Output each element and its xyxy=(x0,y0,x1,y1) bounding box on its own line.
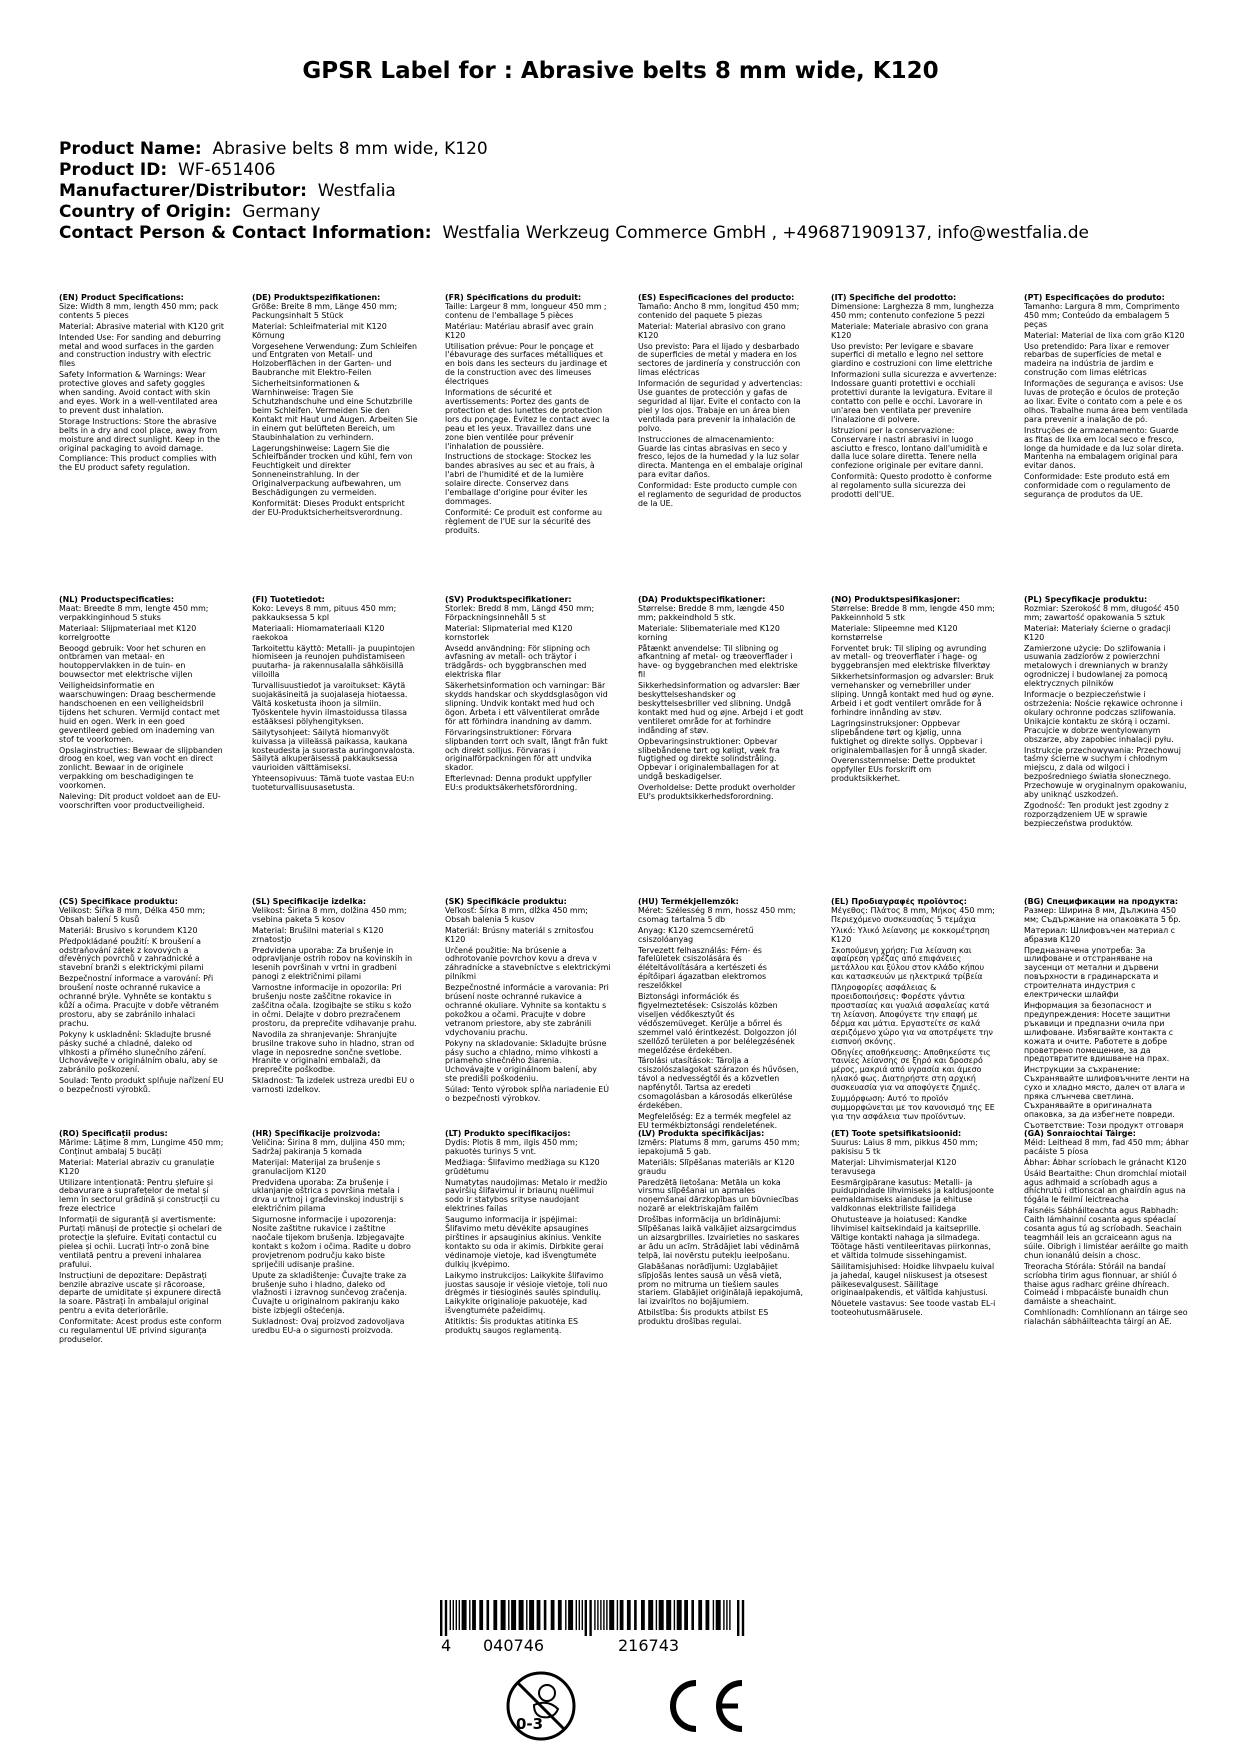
barcode-bar xyxy=(529,1600,534,1630)
spec-paragraph: Biztonsági információk és figyelmeztetések: Csiszolás közben viseljen védőkesztyűt és védőszemüveget. Kerülje a bőrrel és szemmel való érintkezést. Dolgozzon jól szellőző területen a por belélegzésének megelőzése érdekében. xyxy=(638,992,797,1055)
spec-section-el xyxy=(831,898,997,1130)
spec-paragraph: Bezpečnostné informácie a varovania: Pri brúsení noste ochranné rukavice a ochranné okuliare. Vyhnite sa kontaktu s pokožkou a očami. Pracujte v dobre vetranom priestore, aby ste zabránili vdychovaniu prachu. xyxy=(445,983,609,1037)
spec-paragraph: Matériau: Matériau abrasif avec grain K120 xyxy=(445,321,594,340)
spec-paragraph: Instructions de stockage: Stockez les bandes abrasives au sec et au frais, à l'abri de l'humidité et de la lumière solaire directe. Conservez dans l'emballage d'origine pour éviter les dommages. xyxy=(445,452,595,506)
page-title: GPSR Label for : Abrasive belts 8 mm wide, K120 xyxy=(302,58,939,84)
spec-paragraph: Sigurnosne informacije i upozorenja: Nosite zaštitne rukavice i zaštitne naočale tijekom brušenja. Izbjegavajte kontakt s kožom i očima. Radite u dobro provjetrenom području kako biste spriječili udisanje prašine. xyxy=(252,1215,411,1269)
spec-paragraph: Pokyny k uskladnění: Skladujte brusné pásky suché a chladné, daleko od vlhkosti a přímého slunečního záření. Uchovávejte v originálním obalu, aby se zabránilo poškození. xyxy=(59,1029,218,1075)
spec-paragraph: Paredzētā lietošana: Metāla un koka virsmu slīpēšanai un apmales noņemšanai dārzkopības un būvniecības nozarē ar elektriskajām failēm xyxy=(638,1177,799,1214)
spec-paragraph: Rozmiar: Szerokość 8 mm, długość 450 mm; zawartość opakowania 5 sztuk xyxy=(1024,603,1180,622)
barcode-bar xyxy=(713,1600,714,1630)
spec-section-it xyxy=(831,294,997,596)
spec-paragraph: Maat: Breedte 8 mm, lengte 450 mm; verpakkinginhoud 5 stuks xyxy=(59,603,209,622)
spec-section-heading: (LT) Produkto specifikacijos: xyxy=(445,1130,571,1138)
spec-paragraph: Soulad: Tento produkt splňuje nařízení EU o bezpečnosti výrobků. xyxy=(59,1076,224,1095)
spec-section-sk xyxy=(445,898,611,1130)
spec-paragraph: Uso pretendido: Para lixar e remover rebarbas de superfícies de metal e madeira na indústria de jardim e construção com limas elétricas xyxy=(1024,341,1170,378)
spec-paragraph: Sukladnost: Ovaj proizvod zadovoljava uredbu EU-a o sigurnosti proizvoda. xyxy=(252,1317,405,1336)
barcode-bar xyxy=(440,1600,442,1636)
info-row-product-name xyxy=(59,139,1089,160)
spec-paragraph: Izmērs: Platums 8 mm, garums 450 mm; iepakojumā 5 gab. xyxy=(638,1137,800,1156)
spec-section-heading: (HR) Specifikacije proizvoda: xyxy=(252,1130,381,1138)
spec-paragraph: Glabāšanas norādījumi: Uzglabājiet slīpjošās lentes sausā un vēsā vietā, prom no mitruma un tiešiem saules stariem. Glabājiet oriģinālajā iepakojumā, lai izvairītos no bojājumiem. xyxy=(638,1261,803,1307)
spec-section-de xyxy=(252,294,418,596)
info-row-manufacturer xyxy=(59,181,1089,202)
spec-paragraph: Beoogd gebruik: Voor het schuren en ontbramen van metaal- en houtoppervlakken in de tuin- en bouwsector met elektrische vijlen xyxy=(59,643,206,680)
spec-section-heading: (SL) Specifikacije izdelka: xyxy=(252,898,367,906)
barcode-digits-left: 040746 xyxy=(483,1636,545,1655)
spec-section-ga xyxy=(1024,1130,1190,1367)
barcode-bar xyxy=(469,1600,470,1630)
spec-section-heading: (FR) Spécifications du produit: xyxy=(445,294,582,302)
age-warning-icon xyxy=(504,1669,578,1743)
barcode-bar xyxy=(729,1600,730,1630)
spec-paragraph: Dydis: Plotis 8 mm, ilgis 450 mm; pakuotės turinys 5 vnt. xyxy=(445,1137,578,1156)
barcode-bar xyxy=(568,1600,573,1630)
spec-section-heading: (CS) Specifikace produktu: xyxy=(59,898,178,906)
spec-section-no xyxy=(831,596,997,898)
spec-paragraph: Medžiaga: Šlifavimo medžiaga su K120 grūdėtumu xyxy=(445,1157,600,1176)
spec-paragraph: Συμμόρφωση: Αυτό το προϊόν συμμορφώνεται με τον κανονισμό της ΕΕ για την ασφάλεια των προϊόντων. xyxy=(831,1094,995,1121)
spec-paragraph: Veľkosť: Šírka 8 mm, dĺžka 450 mm; Obsah balenia 5 kusov xyxy=(445,905,588,924)
spec-paragraph: Informacje o bezpieczeństwie i ostrzeżenia: Noście rękawice ochronne i okulary ochronne podczas szlifowania. Unikajcie kontaktu ze skórą i oczami. Pracujcie w dobrze wentylowanym obszarze, aby zapobiec inhalacji pyłu. xyxy=(1024,690,1183,744)
barcode-bar xyxy=(585,1600,587,1636)
info-row-product-id xyxy=(59,160,1089,181)
spec-paragraph: Atitiktis: Šis produktas atitinka ES produktų saugos reglamentą. xyxy=(445,1317,578,1336)
spec-paragraph: Taille: Largeur 8 mm, longueur 450 mm ; contenu de l'emballage 5 pièces xyxy=(445,301,607,320)
spec-paragraph: Conformitate: Acest produs este conform cu regulamentul UE privind siguranța produselor. xyxy=(59,1317,222,1344)
spec-paragraph: Σκοπούμενη χρήση: Για λείανση και αφαίρεση γρέζας από επιφάνειες μετάλλου και ξύλου στον κλάδο κήπου και κατασκευών με ηλεκτρικά τρίβεία xyxy=(831,945,985,982)
product-info xyxy=(59,139,1089,244)
spec-section-lv xyxy=(638,1130,804,1367)
spec-paragraph: Tamaño: Ancho 8 mm, longitud 450 mm; contenido del paquete 5 piezas xyxy=(638,301,800,320)
barcode-bar xyxy=(726,1600,727,1630)
barcode-bar xyxy=(544,1600,547,1630)
info-value: Westfalia Werkzeug Commerce GmbH , +496871909137, info@westfalia.de xyxy=(442,223,1089,243)
specifications-grid xyxy=(59,294,1191,1367)
spec-section-da xyxy=(638,596,804,898)
barcode-bar xyxy=(597,1600,598,1630)
barcode-bar xyxy=(648,1600,653,1630)
barcode-bar xyxy=(558,1600,562,1630)
barcode-bar xyxy=(519,1600,524,1630)
info-key: Country of Origin: xyxy=(59,202,232,222)
spec-paragraph: Informazioni sulla sicurezza e avvertenze: Indossare guanti protettivi e occhiali protettivi durante la levigatura. Evitare il contatto con pelle e occhi. Lavorare in un'area ben ventilata per prevenire l'inalazione di polvere. xyxy=(831,370,997,424)
spec-paragraph: Material: Material abraziv cu granulație K120 xyxy=(59,1157,215,1176)
spec-paragraph: Material: Slipmaterial med K120 kornstorlek xyxy=(445,623,573,642)
spec-paragraph: Tamanho: Largura 8 mm, Comprimento 450 mm; Conteúdo da embalagem 5 peças xyxy=(1024,301,1180,329)
spec-section-en xyxy=(59,294,225,596)
barcode-bar xyxy=(589,1600,591,1636)
spec-paragraph: Veiligheidsinformatie en waarschuwingen: Draag beschermende handschoenen en een veiligheidsbril tijdens het schuren. Vermijd contact met huid en ogen. Werk in een goed geventileerd gebied om inademing van stof te voorkomen. xyxy=(59,681,220,744)
spec-paragraph: Materiál: Brúsny materiál s zrnitosťou K120 xyxy=(445,925,594,944)
barcode-bar xyxy=(723,1600,724,1630)
spec-section-et xyxy=(831,1130,997,1367)
spec-paragraph: Lagringsinstruksjoner: Oppbevar slipebåndene tørt og kjølig, unna fuktighet og direkte sollys. Oppbevar i originalemballasjen for å unngå skader. xyxy=(831,718,988,755)
barcode-bar xyxy=(456,1600,457,1630)
barcode-bar xyxy=(479,1600,483,1630)
barcode-bar xyxy=(716,1600,721,1630)
barcode-bar xyxy=(453,1600,454,1630)
spec-section-heading: (DE) Produktspezifikationen: xyxy=(252,294,381,302)
spec-paragraph: Información de seguridad y advertencias: Use guantes de protección y gafas de seguridad al lijar. Evite el contacto con la piel y los ojos. Trabaje en un área bien ventilada para prevenir la inhalación de polvo. xyxy=(638,379,803,433)
spec-paragraph: Laikymo instrukcijos: Laikykite šlifavimo juostas sausoje ir vėsioje vietoje, toli nuo drėgmės ir tiesioginės saulės spindulių. Laikykite originalioje pakuotėje, kad išvengtumėte pažeidimų. xyxy=(445,1270,608,1316)
spec-paragraph: Safety Information & Warnings: Wear protective gloves and safety goggles when sanding. Avoid contact with skin and eyes. Work in a well-ventilated area to prevent dust inhalation. xyxy=(59,370,218,415)
spec-paragraph: Bezpečnostní informace a varování: Při broušení noste ochranné rukavice a ochranné brýle. Vyhněte se kontaktu s kůží a očima. Pracujte v dobře větraném prostoru, aby se zabránilo inhalaci prachu. xyxy=(59,974,219,1028)
barcode-bar xyxy=(620,1600,624,1630)
barcode-bar xyxy=(551,1600,555,1630)
spec-section-ro xyxy=(59,1130,225,1367)
barcode-bar xyxy=(677,1600,682,1630)
spec-paragraph: Инструкции за съхранение: Съхранявайте шлифовъчните ленти на сухо и хладно място, далеч от влага и пряка слънчева светлина. Съхранявайте в оригиналната опаковка, за да избегнете повреди. xyxy=(1024,1065,1190,1119)
spec-paragraph: Velikost: Širina 8 mm, dolžina 450 mm; vsebina paketa 5 kosov xyxy=(252,905,407,924)
spec-paragraph: Materiál: Brusivo s korundem K120 xyxy=(59,925,198,935)
info-key: Contact Person & Contact Information: xyxy=(59,223,432,243)
spec-paragraph: Conformidade: Este produto está em conformidade com o regulamento de segurança de produtos da UE. xyxy=(1024,472,1171,500)
barcode-bar xyxy=(565,1600,566,1630)
spec-section-heading: (ET) Toote spetsifikatsioonid: xyxy=(831,1130,962,1138)
spec-paragraph: Určené použitie: Na brúsenie a odhrotovanie povrchov kovu a dreva v záhradnícke a stavebníctve s elektrickými pilníkmi xyxy=(445,945,611,982)
spec-paragraph: Naleving: Dit product voldoet aan de EU-voorschriften voor productveiligheid. xyxy=(59,792,221,810)
spec-paragraph: Material: Brušilni material s K120 zrnatostjo xyxy=(252,925,384,944)
spec-section-heading: (NL) Productspecificaties: xyxy=(59,596,175,604)
spec-paragraph: Påtænkt anvendelse: Til slibning og afkantning af metal- og træoverflader i have- og byggebranchen med elektriske fil xyxy=(638,643,798,680)
barcode-bar xyxy=(445,1600,447,1636)
barcode-bar xyxy=(450,1600,451,1630)
spec-paragraph: Efterlevnad: Denna produkt uppfyller EU:s produktsäkerhetsförordning. xyxy=(445,774,592,793)
spec-paragraph: Conformité: Ce produit est conforme au règlement de l'UE sur la sécurité des produits. xyxy=(445,507,602,535)
spec-section-sv xyxy=(445,596,611,898)
info-row-contact xyxy=(59,223,1089,244)
barcode-bar xyxy=(472,1600,476,1630)
spec-paragraph: Säilytysohjeet: Säilytä hiomanvyöt kuivassa ja viileässä paikassa, kaukana kosteudesta ja suorasta auringonvalosta. Säilytä alkuperäisessä pakkauksessa vaurioiden välttämiseksi. xyxy=(252,727,415,773)
spec-paragraph: Предназначена употреба: За шлифоване и отстраняване на заусенци от метални и дървени повърхности в градинарската и строителната индустрия с електрически шлайфи xyxy=(1024,945,1159,1000)
spec-section-lt xyxy=(445,1130,611,1367)
spec-paragraph: Materjal: Lihvimismaterjal K120 teravusega xyxy=(831,1157,957,1176)
spec-paragraph: Eesmärgipärane kasutus: Metalli- ja puidupindade lihvimiseks ja kaldusjoonte eemaldamiseks aianduse ja ehituse valdkonnas elektriliste failidega xyxy=(831,1177,994,1214)
barcode-bar xyxy=(606,1600,607,1630)
spec-paragraph: Materiaal: Slijpmateriaal met K120 korrelgrootte xyxy=(59,623,197,642)
spec-paragraph: Predvidena uporaba: Za brušenje in odpravljanje ostrih robov na kovinskih in lesenih površinah v vrtni in gradbeni panogi z električnimi pilami xyxy=(252,945,413,982)
spec-paragraph: Drošības informācija un brīdinājumi: Slīpēšanas laikā valkājiet aizsargcimdus un aizsargbrilles. Izvairieties no saskares ar ādu un acīm. Strādājiet labi vēdināmā telpā, lai novērstu putekļu ieelpošanu. xyxy=(638,1215,800,1260)
spec-paragraph: Varnostne informacije in opozorila: Pri brušenju noste zaščitne rokavice in zaščitna očala. Izogibajte se stiku s kožo in očmi. Delajte v dobro prezračenem prostoru, da preprečite vdihavanje prahu. xyxy=(252,983,417,1028)
spec-paragraph: Material: Material de lixa com grão K120 xyxy=(1024,330,1185,340)
barcode-bar xyxy=(706,1600,710,1630)
spec-paragraph: Skladnost: Ta izdelek ustreza uredbi EU o varnosti izdelkov. xyxy=(252,1076,415,1095)
spec-section-heading: (FI) Tuotetiedot: xyxy=(252,596,325,604)
spec-paragraph: Súlad: Tento výrobok spĺňa nariadenie EÚ o bezpečnosti výrobkov. xyxy=(445,1085,610,1104)
barcode-bar xyxy=(459,1600,460,1630)
spec-paragraph: Съответствие: Този продукт отговаря xyxy=(1024,1120,1184,1130)
spec-paragraph: Πληροφορίες ασφάλειας & προειδοποιήσεις: Φορέστε γάντια προστασίας και γυαλιά ασφαλείας κατά τη λείανση. Αποφύγετε την επαφή με δέρμα και μάτια. Εργαστείτε σε καλά αεριζόμενο χώρο για να αποτρέψετε την εισπνοή σκόνης. xyxy=(831,983,993,1046)
barcode-bar xyxy=(600,1600,601,1630)
spec-section-fr xyxy=(445,294,611,596)
spec-paragraph: Comhlíonadh: Comhlíonann an táirge seo rialachán sábháilteachta táirgí an AE. xyxy=(1024,1308,1188,1327)
spec-paragraph: Koko: Leveys 8 mm, pituus 450 mm; pakkauksessa 5 kpl xyxy=(252,603,397,622)
spec-paragraph: Informații de siguranță și avertismente: Purtați mănuși de protecție și ochelari de protecție la șlefuire. Evitați contactul cu pielea și ochii. Lucrați într-o zonă bine ventilată pentru a preveni inhalarea prafului. xyxy=(59,1215,222,1269)
spec-paragraph: Upute za skladištenje: Čuvajte trake za brušenje suho i hladno, daleko od vlažnosti i izravnog sunčevog zračenja. Čuvajte u originalnom pakiranju kako biste izbjegli oštećenja. xyxy=(252,1270,407,1316)
spec-paragraph: Säkerhetsinformation och varningar: Bär skydds handskar och skyddsglasögon vid slipning. Undvik kontakt med hud och ögon. Arbeta i ett välventilerat område för att förhindra inandning av damm. xyxy=(445,681,608,726)
spec-paragraph: Předpokládané použití: K broušení a odstraňování zátek z kovových a dřevěných povrchů v zahradnické a stavební branži s elektrickými pilami xyxy=(59,936,204,973)
spec-paragraph: Tárolási utasítások: Tárolja a csiszolószalagokat szárazon és hűvösen, távol a nedvességtől és a közvetlen napfénytől. Tartsa az eredeti csomagolásban a károsodás elkerülése érdekében. xyxy=(638,1056,799,1110)
spec-section-hu xyxy=(638,898,804,1130)
spec-section-sl xyxy=(252,898,418,1130)
spec-paragraph: Size: Width 8 mm, length 450 mm; pack contents 5 pieces xyxy=(59,301,219,320)
spec-paragraph: Istruzioni per la conservazione: Conservare i nastri abrasivi in luogo asciutto e fresco, lontano dall'umidità e dalla luce solare diretta. Tenere nella confezione originale per evitare danni. xyxy=(831,425,988,471)
barcode-bar xyxy=(462,1600,467,1630)
barcode-bar xyxy=(508,1600,509,1630)
barcode-bar xyxy=(691,1600,694,1630)
spec-section-heading: (SV) Produktspecifikationer: xyxy=(445,596,572,604)
barcode xyxy=(440,1600,750,1636)
info-value: WF-651406 xyxy=(177,160,276,180)
spec-paragraph: Материал: Шлифовъчен материал с абразив K120 xyxy=(1024,925,1175,944)
spec-paragraph: Utilisation prévue: Pour le ponçage et l'ébavurage des surfaces métalliques et en bois dans les secteurs du jardinage et de la construction avec des limeuses électriques xyxy=(445,341,608,387)
spec-paragraph: Predviđena uporaba: Za brušenje i uklanjanje oštrica s površina metala i drva u vrtnoj i građevinskoj industriji s električnim pilama xyxy=(252,1177,404,1214)
barcode-bar xyxy=(666,1600,671,1630)
spec-section-heading: (PT) Especificações do produto: xyxy=(1024,294,1165,302)
spec-paragraph: Instrucciones de almacenamiento: Guarde las cintas abrasivas en seco y fresco, lejos de la humedad y la luz solar directa. Mantenga en el embalaje original para evitar daños. xyxy=(638,434,803,480)
spec-paragraph: Informações de segurança e avisos: Use luvas de proteção e óculos de proteção ao lixar. Evite o contato com a pele e os olhos. Trabalhe numa área bem ventilada para prevenir a inalação de pó. xyxy=(1024,379,1188,424)
spec-paragraph: Nõuetele vastavus: See toode vastab EL-i tooteohutusmäärusele. xyxy=(831,1299,996,1318)
barcode-bar xyxy=(674,1600,675,1630)
spec-paragraph: Sicherheitsinformationen & Warnhinweise: Tragen Sie Schutzhandschuhe und eine Schutzbrille beim Schleifen. Vermeiden Sie den Kontakt mit Haut und Augen. Arbeiten Sie in einem gut belüfteten Bereich, um Staubinhalation zu verhindern. xyxy=(252,379,418,442)
spec-paragraph: Ohutusteave ja hoiatused: Kandke lihvimisel kaitsekindaid ja kaitseprille. Vältige kontakti nahaga ja silmadega. Töötage hästi ventileeritavas piirkonnas, et vältida tolmude sissehingamist. xyxy=(831,1215,991,1260)
spec-section-heading: (ES) Especificaciones del producto: xyxy=(638,294,795,302)
spec-section-heading: (EL) Προδιαγραφές προϊόντος: xyxy=(831,898,967,906)
info-key: Product ID: xyxy=(59,160,168,180)
spec-paragraph: Materiale: Materiale abrasivo con grana K120 xyxy=(831,321,989,340)
spec-paragraph: Anyag: K120 szemcseméretű csiszolóanyag xyxy=(638,925,754,944)
barcode-bar xyxy=(656,1600,657,1630)
info-row-country xyxy=(59,202,1089,223)
spec-section-heading: (LV) Produkta specifikācijas: xyxy=(638,1130,765,1138)
spec-paragraph: Intended Use: For sanding and deburring metal and wood surfaces in the garden and construction industry with electric files xyxy=(59,332,221,369)
spec-paragraph: Größe: Breite 8 mm, Länge 450 mm; Packungsinhalt 5 Stück xyxy=(252,301,398,320)
spec-paragraph: Tervezett felhasználás: Fém- és fafelületek csiszolására és élételtávolítására a kertészeti és építőipari ágazatban elektromos reszelőkkel xyxy=(638,945,767,991)
spec-paragraph: Instrucțiuni de depozitare: Depăstrați benzile abrazive uscate și răcoroase, departe de umiditate și expunere directă la soare. Păstrați în ambalajul original pentru a evita deteriorările. xyxy=(59,1270,222,1316)
spec-section-pl xyxy=(1024,596,1190,898)
info-value: Germany xyxy=(242,202,321,222)
barcode-bar xyxy=(537,1600,541,1630)
barcode-bar xyxy=(737,1600,739,1636)
spec-paragraph: Overensstemmelse: Dette produktet oppfyller EUs forskrift om produktsikkerhet. xyxy=(831,756,976,784)
info-key: Product Name: xyxy=(59,139,202,159)
spec-section-heading: (HU) Termékjellemzők: xyxy=(638,898,739,906)
spec-paragraph: Suurus: Laius 8 mm, pikkus 450 mm; pakisisu 5 tk xyxy=(831,1137,978,1156)
spec-paragraph: Storlek: Bredd 8 mm, Längd 450 mm; Förpackningsinnehåll 5 st xyxy=(445,603,595,622)
spec-paragraph: Информация за безопасност и предупреждения: Носете защитни ръкавици и предпазни очила при шлифоване. Избягвайте контакта с кожата и очите. Работете в добре проветрено помещение, за да предотвратите вдишване на прах. xyxy=(1024,1000,1174,1064)
barcode-bar xyxy=(501,1600,506,1630)
barcode-bar xyxy=(627,1600,631,1630)
spec-section-cs xyxy=(59,898,225,1130)
spec-paragraph: Opslaginstructies: Bewaar de slijpbanden droog en koel, weg van vocht en direct zonlicht. Bewaar in de originele verpakking om beschadigingen te voorkomen. xyxy=(59,745,223,791)
spec-paragraph: Úsáid Beartaithe: Chun dromchlaí miotail agus adhmaid a scríobadh agus a dhíchrutú i dtionscal an ghairdín agus na tógála le feilmí leictreacha xyxy=(1024,1168,1187,1205)
spec-section-hr xyxy=(252,1130,418,1367)
spec-paragraph: Οδηγίες αποθήκευσης: Αποθηκεύστε τις ταινίες λείανσης σε ξηρό και δροσερό μέρος, μακριά από υγρασία και άμεσο ηλιακό φως. Διατηρήστε στη αρχική συσκευασία για να αποφύγετε ζημιές. xyxy=(831,1047,991,1093)
spec-paragraph: Veličina: Širina 8 mm, duljina 450 mm; Sadržaj pakiranja 5 komada xyxy=(252,1137,405,1156)
spec-paragraph: Storage Instructions: Store the abrasive belts in a dry and cool place, away from moisture and direct sunlight. Keep in the original packaging to avoid damage. xyxy=(59,416,221,453)
barcode-bar xyxy=(526,1600,527,1630)
spec-paragraph: Navodila za shranjevanje: Shranjujte brusilne trakove suho in hladno, stran od vlage in neposredne sončne svetlobe. Hranite v originalni embalaži, da preprečite poškodbe. xyxy=(252,1029,415,1075)
spec-section-es xyxy=(638,294,804,596)
spec-section-heading: (IT) Specifiche del prodotto: xyxy=(831,294,957,302)
spec-paragraph: Sikkerhedsinformation og advarsler: Bær beskyttelseshandsker og beskyttelsesbriller ved slibning. Undgå kontakt med hud og øjne. Arbejd i et godt ventileret område for at forhindre indånding af støv. xyxy=(638,681,804,735)
spec-paragraph: Materiaali: Hiomamateriaali K120 raekokoa xyxy=(252,623,385,642)
barcode-bar xyxy=(493,1600,497,1630)
spec-paragraph: Zamierzone użycie: Do szlifowania i usuwania zadziorów z powierzchni metalowych i drewnianych w branży ogrodniczej i budowlanej za pomocą elektrycznych pilników xyxy=(1024,643,1168,689)
spec-section-heading: (RO) Specificații produs: xyxy=(59,1130,168,1138)
spec-paragraph: Dimensione: Larghezza 8 mm, lunghezza 450 mm; contenuto confezione 5 pezzi xyxy=(831,301,994,320)
spec-paragraph: Velikost: Šířka 8 mm, Délka 450 mm; Obsah balení 5 kusů xyxy=(59,905,206,924)
spec-paragraph: Zgodność: Ten produkt jest zgodny z rozporządzeniem UE w sprawie bezpieczeństwa produktów. xyxy=(1024,800,1169,828)
spec-paragraph: Informations de sécurité et avertissements: Portez des gants de protection et des lunettes de protection lors du ponçage. Évitez le contact avec la peau et les yeux. Travaillez dans une zone bien ventilée pour prévenir l'inhalation de poussière. xyxy=(445,388,610,451)
info-value: Westfalia xyxy=(317,181,396,201)
barcode-bar xyxy=(609,1600,614,1630)
spec-paragraph: Υλικό: Υλικό λείανσης με κοκκομέτρηση K120 xyxy=(831,925,990,944)
barcode-bar xyxy=(603,1600,604,1630)
spec-section-fi xyxy=(252,596,418,898)
spec-section-heading: (PL) Specyfikacje produktu: xyxy=(1024,596,1148,604)
spec-paragraph: Lagerungshinweise: Lagern Sie die Schleifbänder trocken und kühl, fern von Feuchtigkeit und direkter Sonneneinstrahlung. In der Originalverpackung aufbewahren, um Beschädigungen zu vermeiden. xyxy=(252,443,413,498)
barcode-bar xyxy=(582,1600,583,1630)
spec-paragraph: Avsedd användning: För slipning och avfasning av metall- och träytor i trädgårds- och byggbranschen med elektriska filar xyxy=(445,643,591,680)
age-warning-text: 0-3 xyxy=(516,1715,544,1733)
spec-paragraph: Opbevaringsinstruktioner: Opbevar slibebåndene tørt og køligt, væk fra fugtighed og direkte solindstråling. Opbevar i originalemballagen for at undgå beskadigelser. xyxy=(638,736,780,782)
spec-paragraph: Compliance: This product complies with the EU product safety regulation. xyxy=(59,454,217,473)
spec-paragraph: Materiał: Materiały ścierne o gradacji K120 xyxy=(1024,623,1171,642)
spec-section-heading: (DA) Produktspecifikationer: xyxy=(638,596,766,604)
spec-paragraph: Material: Schleifmaterial mit K120 Körnung xyxy=(252,321,387,340)
spec-section-heading: (GA) Sonraíochtaí Táirge: xyxy=(1024,1130,1136,1138)
spec-paragraph: Material: Material abrasivo con grano K120 xyxy=(638,321,786,340)
spec-section-heading: (SK) Špecifikácie produktu: xyxy=(445,898,567,906)
spec-paragraph: Conformidad: Este producto cumple con el reglamento de seguridad de productos de la UE. xyxy=(638,481,802,508)
spec-paragraph: Utilizare intenționată: Pentru șlefuire și debavurare a suprafețelor de metal și lemn în sectorul grădină și construcții cu freze electrice xyxy=(59,1177,220,1214)
spec-paragraph: Uso previsto: Para el lijado y desbarbado de superficies de metal y madera en los sectores de jardinería y construcción con limas eléctricas xyxy=(638,341,801,378)
spec-paragraph: Saugumo informacija ir įspėjimai: Šlifavimo metu dėvėkite apsaugines pirštines ir apsauginius akinius. Venkite kontakto su oda ir akimis. Dirbkite gerai vėdinamoje vietoje, kad išvengtumėte dulkių įkvėpimo. xyxy=(445,1215,604,1269)
info-key: Manufacturer/Distributor: xyxy=(59,181,307,201)
barcode-bar xyxy=(659,1600,664,1630)
spec-section-heading: (NO) Produktspesifikasjoner: xyxy=(831,596,961,604)
spec-paragraph: Pokyny na skladovanie: Skladujte brúsne pásy sucho a chladno, mimo vlhkosti a priameho slnečného žiarenia. Uchovávajte v originálnom balení, aby ste predišli poškodeniu. xyxy=(445,1038,607,1084)
barcode-digit-first: 4 xyxy=(441,1636,452,1655)
spec-paragraph: Förvaringsinstruktioner: Förvara slipbanden torrt och svalt, långt från fukt och direkt solljus. Förvaras i originalförpackningen för att undvika skador. xyxy=(445,727,608,773)
barcode-bar xyxy=(511,1600,516,1630)
spec-paragraph: Vorgesehene Verwendung: Zum Schleifen und Entgraten von Metall- und Holzoberflächen in der Garten- und Baubranche mit Elektro-Feilen xyxy=(252,341,417,378)
barcode-bar xyxy=(579,1600,580,1630)
barcode-bar xyxy=(641,1600,645,1630)
spec-paragraph: Faisnéis Sábháilteachta agus Rabhadh: Caith lámhainní cosanta agus spéaclaí cosanta agus tú ag scríobadh. Seachain teagmháil leis an gcraiceann agus na súile. Oibrigh i limistéar aeráilte go maith chun ionanálú deisin a chosc. xyxy=(1024,1206,1189,1260)
barcode-bar xyxy=(634,1600,637,1630)
spec-paragraph: Yhteensopivuus: Tämä tuote vastaa EU:n tuoteturvallisuusasetusta. xyxy=(252,774,415,793)
spec-paragraph: Material: Abrasive material with K120 grit xyxy=(59,321,225,331)
spec-paragraph: Materiale: Slibemateriale med K120 korning xyxy=(638,623,780,642)
barcode-bar xyxy=(487,1600,490,1630)
barcode-bar xyxy=(594,1600,595,1630)
spec-paragraph: Konformität: Dieses Produkt entspricht der EU-Produktsicherheitsverordnung. xyxy=(252,498,405,517)
barcode-bar xyxy=(742,1600,744,1636)
ce-mark-icon xyxy=(660,1673,750,1739)
spec-paragraph: Размер: Ширина 8 мм, Дължина 450 мм; Съдържание на опаковката 5 бр. xyxy=(1024,905,1181,924)
spec-paragraph: Instruções de armazenamento: Guarde as fitas de lixa em local seco e fresco, longe da humidade e da luz solar direta. Mantenha na embalagem original para evitar danos. xyxy=(1024,425,1184,471)
spec-paragraph: Størrelse: Bredde 8 mm, lengde 450 mm; Pakkeinnhold 5 stk xyxy=(831,603,995,622)
spec-paragraph: Tarkoitettu käyttö: Metalli- ja puupintojen hiomiseen ja reunojen puhdistamiseen puutarha- ja rakennusalalla sähköisillä viiloilla xyxy=(252,643,415,680)
spec-paragraph: Overholdelse: Dette produkt overholder EU's produktsikkerhedsforordning. xyxy=(638,783,796,802)
spec-paragraph: Conformità: Questo prodotto è conforme al regolamento sulla sicurezza dei prodotti dell'UE. xyxy=(831,472,992,500)
spec-paragraph: Méid: Leithead 8 mm, fad 450 mm; ábhar pacáiste 5 píosa xyxy=(1024,1137,1189,1156)
spec-paragraph: Materiale: Slipeemne med K120 kornstørrelse xyxy=(831,623,958,642)
spec-paragraph: Forventet bruk: Til sliping og avrunding av metall- og treoverflater i hage- og byggebransjen med elektriske filverktøy xyxy=(831,643,991,671)
barcode-bar xyxy=(576,1600,577,1630)
spec-paragraph: Atbilstība: Šis produkts atbilst ES produktu drošības regulai. xyxy=(638,1308,769,1327)
spec-paragraph: Materiāls: Slīpēšanas materiāls ar K120 graudu xyxy=(638,1157,795,1176)
barcode-bar xyxy=(617,1600,618,1630)
spec-paragraph: Uso previsto: Per levigare e sbavare superfici di metallo e legno nel settore giardino e costruzioni con lime elettriche xyxy=(831,341,993,369)
spec-paragraph: Instrukcje przechowywania: Przechowuj taśmy ścierne w suchym i chłodnym miejscu, z dala od wilgoci i bezpośredniego światła słonecznego. Przechowuje w oryginalnym opakowaniu, aby uniknąć uszkodzeń. xyxy=(1024,745,1187,800)
spec-paragraph: Méret: Szélesség 8 mm, hossz 450 mm; csomag tartalma 5 db xyxy=(638,905,796,924)
spec-paragraph: Treoracha Stórála: Stóráil na bandaí scríobha tirim agus fionnuar, ar shiúl ó thaise agus radharc gréine dhíreach. Coimeád i mbpacáiste bunaidh chun damáiste a sheachaint. xyxy=(1024,1261,1177,1307)
spec-section-heading: (EN) Product Specifications: xyxy=(59,294,184,302)
spec-section-heading: (BG) Спецификации на продукта: xyxy=(1024,898,1179,906)
spec-section-pt xyxy=(1024,294,1190,596)
info-value: Abrasive belts 8 mm wide, K120 xyxy=(212,139,488,159)
spec-paragraph: Säilitamisjuhised: Hoidke lihvpaelu kuival ja jahedal, kaugel niiskusest ja otsesest päikesevalgusest. Säilitage originaalpakendis, et vältida kahjustusi. xyxy=(831,1261,995,1298)
spec-section-bg xyxy=(1024,898,1190,1130)
barcode-digits-right: 216743 xyxy=(618,1636,680,1655)
spec-paragraph: Mărime: Lățime 8 mm, Lungime 450 mm; Conținut ambalaj 5 bucăți xyxy=(59,1137,224,1156)
spec-paragraph: Numatytas naudojimas: Metalo ir medžio paviršių šlifavimui ir briaunų nuėlimui sodo ir statybos srityse naudojant elektrines failas xyxy=(445,1177,608,1214)
spec-paragraph: Turvallisuustiedot ja varoitukset: Käytä suojakäsineitä ja suojalaseja hiotaessa. Vältä kosketusta ihoon ja silmiin. Työskentele hyvin ilmastoidussa tilassa estääksesi pölyhengityksen. xyxy=(252,681,408,726)
spec-paragraph: Megfelelőség: Ez a termék megfelel az EU termékbiztonsági rendeletének. xyxy=(638,1111,792,1130)
barcode-bar xyxy=(684,1600,688,1630)
spec-paragraph: Størrelse: Bredde 8 mm, længde 450 mm; pakkeindhold 5 stk. xyxy=(638,603,785,622)
spec-paragraph: Materijal: Materijal za brušenje s granulacijom K120 xyxy=(252,1157,381,1176)
barcode-bar xyxy=(698,1600,702,1630)
spec-paragraph: Μέγεθος: Πλάτος 8 mm, Μήκος 450 mm; Περιεχόμενο συσκευασίας 5 τεμάχια xyxy=(831,905,995,924)
spec-section-nl xyxy=(59,596,225,898)
spec-paragraph: Ábhar: Ábhar scríobach le gránacht K120 xyxy=(1024,1157,1187,1167)
spec-paragraph: Sikkerhetsinformasjon og advarsler: Bruk vernehansker og vernebriller under sliping. Unngå kontakt med hud og øyne. Arbeid i et godt ventilert område for å forhindre innånding av støv. xyxy=(831,672,994,717)
